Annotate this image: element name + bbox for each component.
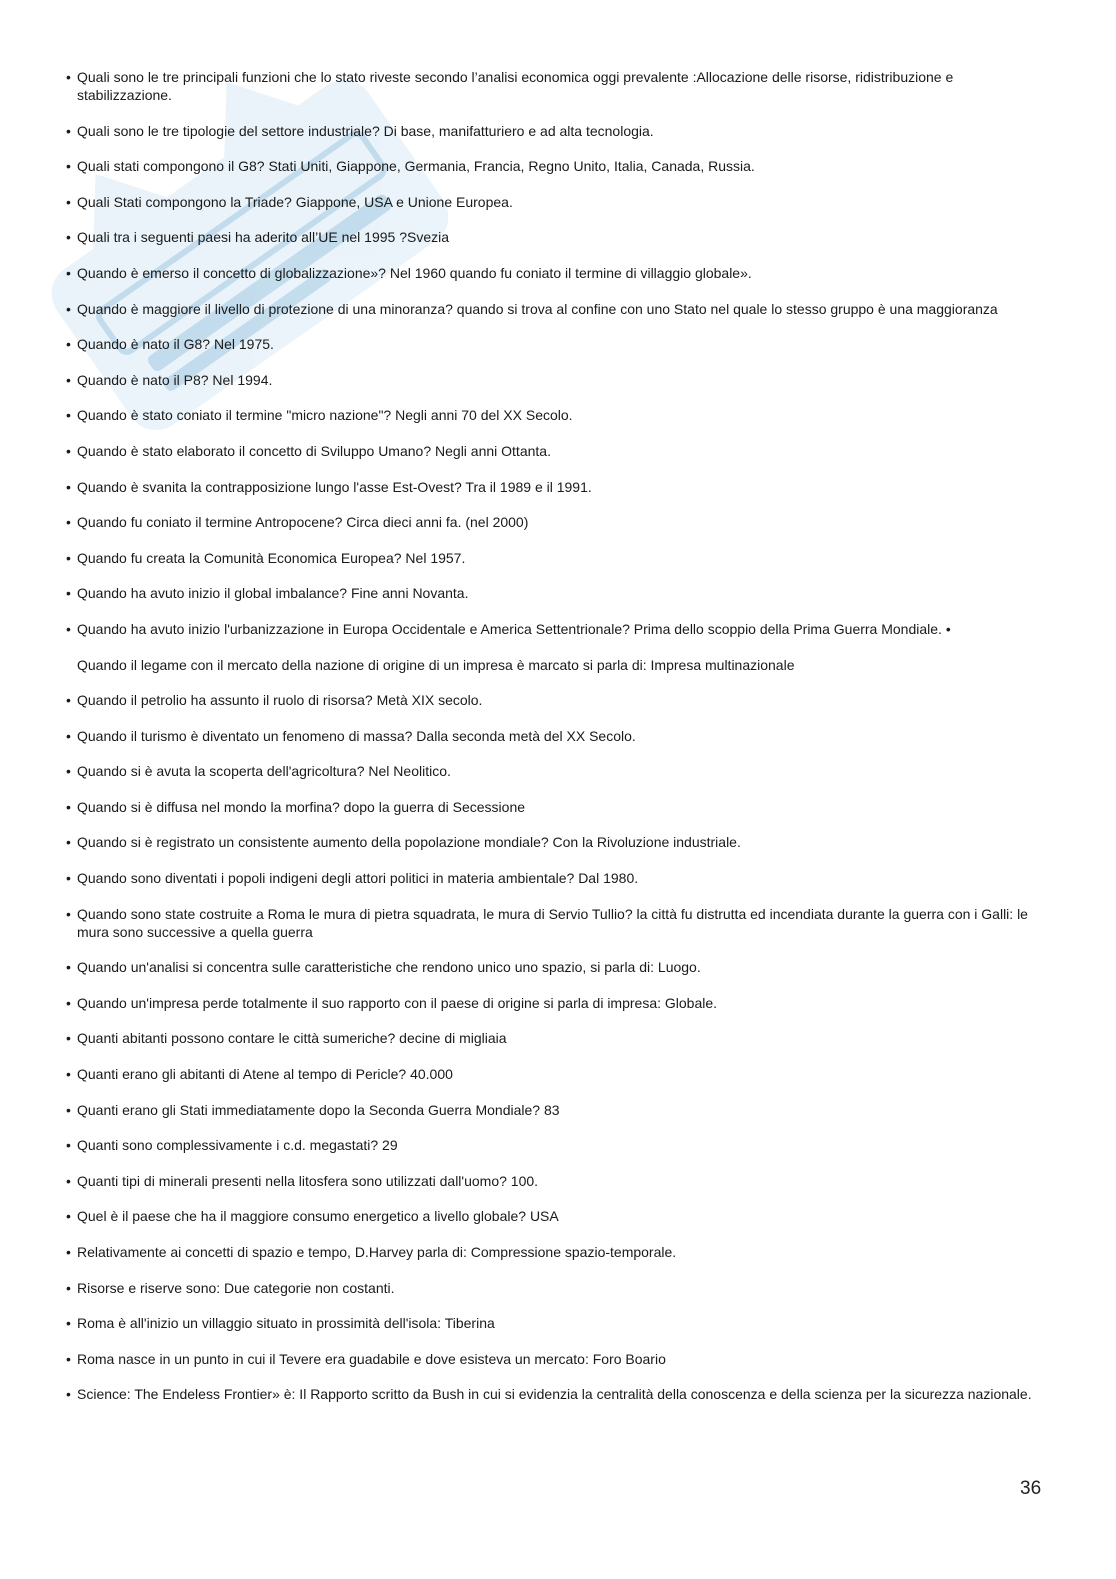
qa-text: Quanti abitanti possono contare le città sumeriche? decine di migliaia (77, 1030, 507, 1047)
qa-item (66, 406, 1046, 424)
page-number: 36 (1020, 1478, 1042, 1499)
qa-text: Quel è il paese che ha il maggiore consumo energetico a livello globale? USA (77, 1208, 559, 1225)
qa-item (66, 478, 1046, 496)
bullet: • (66, 371, 71, 388)
bullet: • (66, 585, 71, 602)
bullet: • (66, 122, 71, 139)
qa-text: Quando il legame con il mercato della nazione di origine di un impresa è marcato si parla di: Impresa multinazionale (77, 656, 795, 673)
qa-item (66, 1207, 1046, 1225)
qa-item (66, 1279, 1046, 1297)
bullet: • (66, 1101, 71, 1118)
bullet: • (66, 158, 71, 175)
qa-text: Quando si è registrato un consistente aumento della popolazione mondiale? Con la Rivoluzione industriale. (77, 834, 741, 851)
qa-text: Quando il turismo è diventato un fenomeno di massa? Dalla seconda metà del XX Secolo. (77, 727, 636, 744)
bullet: • (66, 407, 71, 424)
qa-item (66, 68, 1046, 104)
qa-list (66, 68, 1046, 1421)
bullet: • (66, 959, 71, 976)
qa-text: Quanti erano gli Stati immediatamente dopo la Seconda Guerra Mondiale? 83 (77, 1101, 560, 1118)
qa-text: Quali tra i seguenti paesi ha aderito all’UE nel 1995 ?Svezia (77, 229, 450, 246)
bullet: • (66, 264, 71, 281)
bullet: • (66, 1244, 71, 1260)
qa-text: Quando un'analisi si concentra sulle caratteristiche che rendono unico uno spazio, si parla di: Luogo. (77, 959, 701, 976)
qa-text: Quando sono diventati i popoli indigeni degli attori politici in materia ambientale? Dal 1980. (77, 870, 639, 887)
qa-text: Roma è all'inizio un villaggio situato in prossimità dell'isola: Tiberina (77, 1315, 495, 1332)
bullet: • (66, 1350, 71, 1367)
qa-text: Risorse e riserve sono: Due categorie non costanti. (77, 1279, 395, 1296)
qa-text: Quando è maggiore il livello di protezione di una minoranza? quando si trova al confine con uno Stato nel quale lo stesso gruppo è una maggioranza (77, 300, 998, 317)
qa-text: Quanti sono complessivamente i c.d. megastati? 29 (77, 1137, 398, 1154)
qa-item (66, 798, 1046, 816)
bullet: • (66, 692, 71, 709)
qa-item (66, 371, 1046, 389)
bullet: • (66, 620, 71, 637)
bullet: • (66, 1315, 71, 1332)
qa-item (66, 228, 1046, 246)
qa-text: Quando è svanita la contrapposizione lungo l'asse Est-Ovest? Tra il 1989 e il 1991. (77, 478, 592, 495)
bullet: • (66, 300, 71, 317)
qa-item (66, 1136, 1046, 1154)
qa-item (66, 1065, 1046, 1083)
qa-text: Quando ha avuto inizio il global imbalance? Fine anni Novanta. (77, 585, 469, 602)
qa-text: Quali sono le tre tipologie del settore industriale? Di base, manifatturiero e ad alta tecnologia. (77, 122, 654, 139)
bullet: • (66, 69, 71, 85)
qa-item (66, 335, 1046, 353)
bullet: • (66, 834, 71, 851)
qa-item (66, 1314, 1046, 1332)
qa-text: Quanti erano gli abitanti di Atene al tempo di Pericle? 40.000 (77, 1066, 453, 1083)
qa-item (66, 549, 1046, 567)
qa-text: Quando è stato coniato il termine "micro nazione"? Negli anni 70 del XX Secolo. (77, 407, 573, 424)
qa-item (66, 442, 1046, 460)
bullet: • (66, 1279, 71, 1296)
qa-text: Quanti tipi di minerali presenti nella litosfera sono utilizzati dall'uomo? 100. (77, 1172, 539, 1189)
qa-item (66, 1172, 1046, 1190)
bullet: • (66, 1030, 71, 1047)
bullet: • (66, 229, 71, 246)
qa-text: Quali stati compongono il G8? Stati Uniti, Giappone, Germania, Francia, Regno Unito, Italia, Canada, Russia. (77, 158, 755, 175)
qa-text: Science: The Endeless Frontier» è: Il Rapporto scritto da Bush in cui si evidenzia la centralità della conoscenza e della scienza per la sicurezza nazionale. (77, 1386, 1032, 1403)
qa-item (66, 620, 1046, 638)
qa-text: Quando fu coniato il termine Antropocene? Circa dieci anni fa. (nel 2000) (77, 514, 529, 531)
bullet: • (66, 1066, 71, 1083)
qa-text: Quando è stato elaborato il concetto di Sviluppo Umano? Negli anni Ottanta. (77, 442, 551, 459)
qa-text: Quali sono le tre principali funzioni che lo stato riveste secondo l’analisi economica oggi prevalente :Allocazione delle risorse, ridistribuzione e stabilizzazione. (77, 69, 954, 103)
qa-text: Quando è emerso il concetto di globalizzazione»? Nel 1960 quando fu coniato il termine di villaggio globale». (77, 264, 752, 281)
bullet: • (66, 727, 71, 744)
bullet: • (66, 336, 71, 353)
qa-item (66, 193, 1046, 211)
qa-item (66, 1101, 1046, 1119)
bullet: • (66, 994, 71, 1011)
qa-item (66, 157, 1046, 175)
qa-text: Quando è nato il G8? Nel 1975. (77, 336, 274, 353)
bullet: • (66, 478, 71, 495)
qa-text: Quali Stati compongono la Triade? Giappone, USA e Unione Europea. (77, 193, 513, 210)
qa-item (66, 958, 1046, 976)
bullet: • (66, 193, 71, 210)
qa-item (66, 1243, 1046, 1261)
qa-item (66, 1385, 1046, 1403)
qa-text: Quando è nato il P8? Nel 1994. (77, 371, 273, 388)
qa-item (66, 691, 1046, 709)
qa-item (66, 656, 1046, 674)
qa-item (66, 869, 1046, 887)
bullet: • (66, 1386, 71, 1403)
bullet: • (66, 798, 71, 815)
bullet: • (66, 1208, 71, 1225)
qa-text: Quando il petrolio ha assunto il ruolo di risorsa? Metà XIX secolo. (77, 692, 483, 709)
qa-item (66, 762, 1046, 780)
qa-item (66, 1029, 1046, 1047)
bullet: • (66, 549, 71, 566)
bullet: • (66, 514, 71, 531)
bullet: • (66, 442, 71, 459)
qa-item (66, 513, 1046, 531)
qa-item (66, 727, 1046, 745)
bullet: • (66, 763, 71, 780)
qa-text: Relativamente ai concetti di spazio e tempo, D.Harvey parla di: Compressione spazio-temporale. (77, 1244, 677, 1260)
qa-text: Quando si è diffusa nel mondo la morfina? dopo la guerra di Secessione (77, 798, 526, 815)
qa-item (66, 122, 1046, 140)
qa-item (66, 300, 1046, 318)
bullet: • (66, 870, 71, 887)
bullet: • (66, 905, 71, 922)
qa-item (66, 264, 1046, 282)
qa-text: Quando sono state costruite a Roma le mura di pietra squadrata, le mura di Servio Tullio? la città fu distrutta ed incendiata durante la guerra con i Galli: le mura sono successive a quella guerra (77, 905, 1028, 940)
qa-text: Roma nasce in un punto in cui il Tevere era guadabile e dove esisteva un mercato: Foro Boario (77, 1350, 666, 1367)
qa-item (66, 833, 1046, 851)
qa-item (66, 584, 1046, 602)
qa-item (66, 994, 1046, 1012)
qa-text: Quando fu creata la Comunità Economica Europea? Nel 1957. (77, 549, 466, 566)
qa-text: Quando si è avuta la scoperta dell'agricoltura? Nel Neolitico. (77, 763, 451, 780)
bullet: • (66, 1137, 71, 1154)
qa-text: Quando un'impresa perde totalmente il suo rapporto con il paese di origine si parla di impresa: Globale. (77, 994, 718, 1011)
qa-text: Quando ha avuto inizio l'urbanizzazione in Europa Occidentale e America Settentrionale? Prima dello scoppio della Prima Guerra Mondiale. • (77, 620, 951, 637)
qa-item (66, 905, 1046, 941)
bullet: • (66, 1172, 71, 1189)
qa-item (66, 1350, 1046, 1368)
